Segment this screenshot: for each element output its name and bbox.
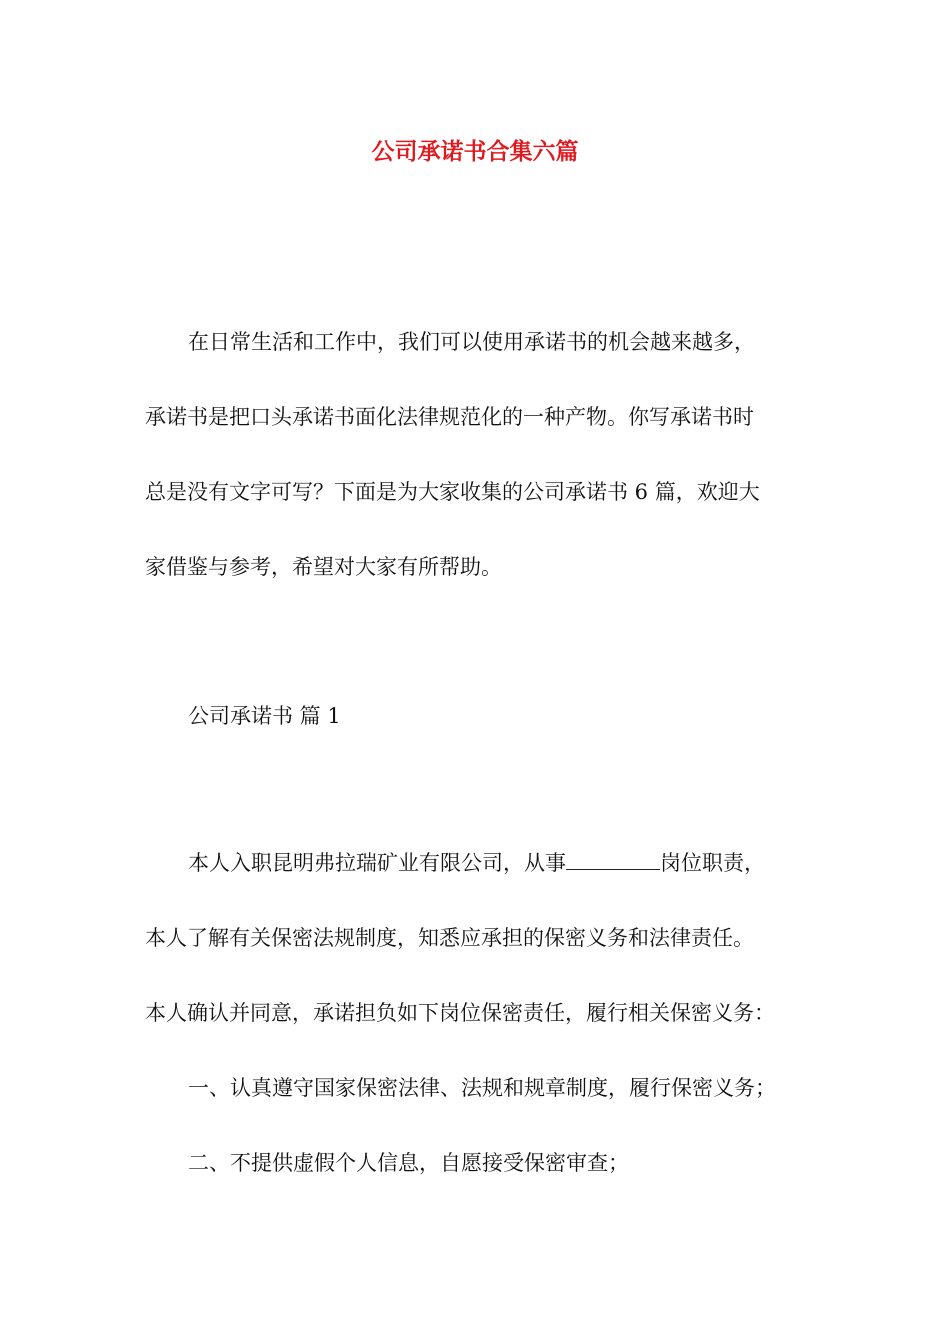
body-line-1-text-b: 岗位职责， (660, 851, 765, 875)
body-line-3: 本人确认并同意，承诺担负如下岗位保密责任，履行相关保密义务： (145, 1001, 775, 1025)
intro-line-1: 在日常生活和工作中，我们可以使用承诺书的机会越来越多， (188, 330, 755, 354)
intro-line-2: 承诺书是把口头承诺书面化法律规范化的一种产物。你写承诺书时 (145, 405, 754, 429)
intro-line-3: 总是没有文字可写？下面是为大家收集的公司承诺书 6 篇，欢迎大 (145, 480, 760, 504)
intro-line-4: 家借鉴与参考，希望对大家有所帮助。 (145, 555, 502, 579)
position-blank (566, 851, 660, 870)
commitment-item-2: 二、不提供虚假个人信息，自愿接受保密审查； (188, 1151, 629, 1175)
section-heading: 公司承诺书 篇 1 (188, 704, 341, 728)
commitment-item-1: 一、认真遵守国家保密法律、法规和规章制度，履行保密义务； (188, 1076, 776, 1100)
body-line-2: 本人了解有关保密法规制度，知悉应承担的保密义务和法律责任。 (145, 926, 754, 950)
document-title: 公司承诺书合集六篇 (371, 138, 579, 165)
body-line-1-text-a: 本人入职昆明弗拉瑞矿业有限公司，从事 (188, 851, 566, 875)
body-line-1 (188, 848, 765, 878)
